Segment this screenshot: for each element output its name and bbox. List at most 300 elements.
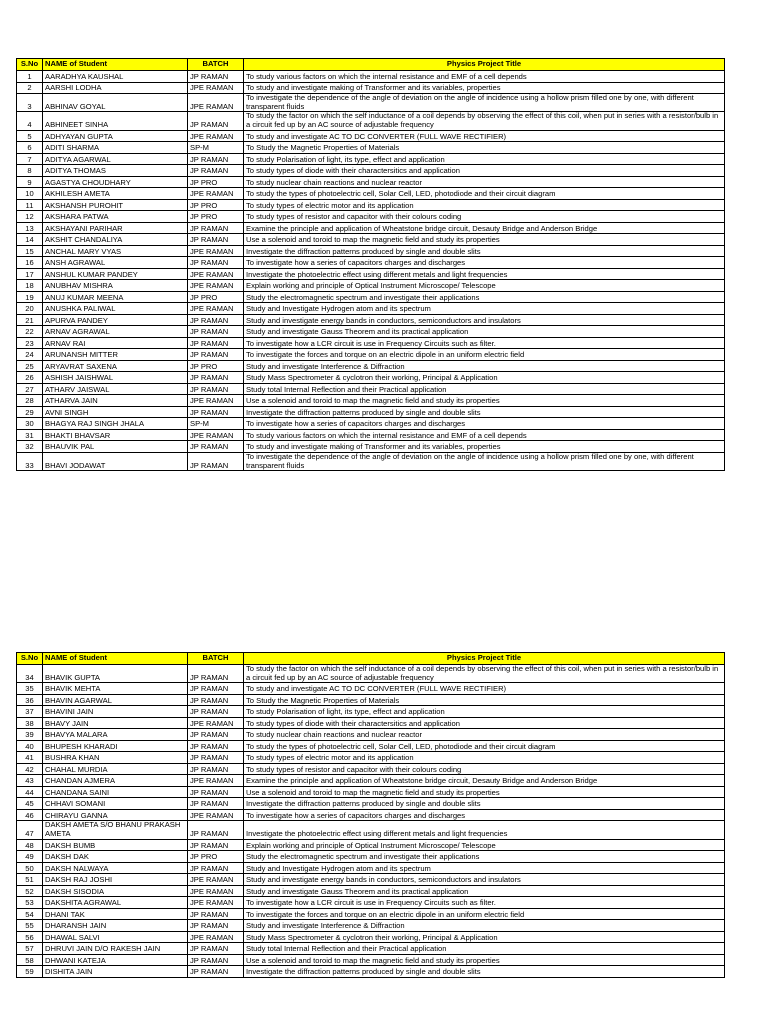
student-name-cell: ADITI SHARMA — [43, 142, 188, 154]
sno-cell: 54 — [17, 908, 43, 920]
sno-cell: 11 — [17, 199, 43, 211]
batch-cell: JP RAMAN — [188, 920, 244, 932]
table-row — [17, 821, 725, 839]
table-row — [17, 706, 725, 718]
sno-cell: 2 — [17, 82, 43, 94]
table-row — [17, 441, 725, 453]
project-title-cell: Investigate the diffraction patterns produced by single and double slits — [244, 798, 725, 810]
project-title-cell: To investigate the forces and torque on an electric dipole in an uniform electric field — [244, 908, 725, 920]
project-title-cell: To investigate how a LCR circuit is use in Frequency Circuits such as filter. — [244, 897, 725, 909]
student-name-cell: APURVA PANDEY — [43, 314, 188, 326]
batch-cell: JP RAMAN — [188, 908, 244, 920]
project-title-cell: Investigate the diffraction patterns produced by single and double slits — [244, 406, 725, 418]
sno-cell: 21 — [17, 314, 43, 326]
sno-cell: 31 — [17, 429, 43, 441]
table-row — [17, 851, 725, 863]
table-row — [17, 372, 725, 384]
table-row — [17, 188, 725, 200]
header-title: Physics Project Title — [244, 59, 725, 71]
table-row — [17, 897, 725, 909]
table-row — [17, 943, 725, 955]
header-sno: S.No — [17, 59, 43, 71]
student-name-cell: DAKSH AMETA S/O BHANU PRAKASH AMETA — [43, 821, 188, 839]
student-name-cell: AARADHYA KAUSHAL — [43, 71, 188, 83]
project-title-cell: Study and Investigate Hydrogen atom and its spectrum — [244, 862, 725, 874]
student-name-cell: ARYAVRAT SAXENA — [43, 360, 188, 372]
student-project-table-2 — [16, 652, 725, 978]
batch-cell: JP RAMAN — [188, 257, 244, 269]
student-name-cell: ANUBHAV MISHRA — [43, 280, 188, 292]
sno-cell: 17 — [17, 268, 43, 280]
student-name-cell: BHAVI JODAWAT — [43, 452, 188, 470]
student-name-cell: DAKSH BUMB — [43, 839, 188, 851]
sno-cell: 48 — [17, 839, 43, 851]
batch-cell: JP RAMAN — [188, 694, 244, 706]
sno-cell: 53 — [17, 897, 43, 909]
batch-cell: JPE RAMAN — [188, 395, 244, 407]
header-sno: S.No — [17, 653, 43, 665]
project-title-cell: To investigate how a series of capacitors charges and discharges — [244, 418, 725, 430]
batch-cell: JP RAMAN — [188, 326, 244, 338]
batch-cell: JPE RAMAN — [188, 303, 244, 315]
project-title-cell: To study nuclear chain reactions and nuclear reactor — [244, 176, 725, 188]
student-name-cell: CHANDAN AJMERA — [43, 775, 188, 787]
batch-cell: JPE RAMAN — [188, 268, 244, 280]
batch-cell: JP RAMAN — [188, 954, 244, 966]
project-title-cell: To study types of diode with their charactersitics and application — [244, 165, 725, 177]
table-row — [17, 314, 725, 326]
table-row — [17, 752, 725, 764]
table-row — [17, 683, 725, 695]
sno-cell: 41 — [17, 752, 43, 764]
batch-cell: JP RAMAN — [188, 372, 244, 384]
student-name-cell: AKSHIT CHANDALIYA — [43, 234, 188, 246]
student-name-cell: ATHARVA JAIN — [43, 395, 188, 407]
sno-cell: 14 — [17, 234, 43, 246]
table-row — [17, 383, 725, 395]
table-body — [17, 665, 725, 978]
table-row — [17, 153, 725, 165]
project-title-cell: Study and investigate energy bands in conductors, semiconductors and insulators — [244, 314, 725, 326]
student-name-cell: ANCHAL MARY VYAS — [43, 245, 188, 257]
batch-cell: JP RAMAN — [188, 314, 244, 326]
student-name-cell: BHAVY JAIN — [43, 717, 188, 729]
batch-cell: JP RAMAN — [188, 839, 244, 851]
project-title-cell: To study various factors on which the internal resistance and EMF of a cell depends — [244, 429, 725, 441]
student-name-cell: AVNI SINGH — [43, 406, 188, 418]
sno-cell: 40 — [17, 740, 43, 752]
project-title-cell: Study total Internal Reflection and their Practical application — [244, 943, 725, 955]
sno-cell: 49 — [17, 851, 43, 863]
batch-cell: JP RAMAN — [188, 740, 244, 752]
student-name-cell: DAKSHITA AGRAWAL — [43, 897, 188, 909]
project-title-cell: To study nuclear chain reactions and nuclear reactor — [244, 729, 725, 741]
table-row — [17, 326, 725, 338]
project-title-cell: Investigate the diffraction patterns produced by single and double slits — [244, 966, 725, 978]
batch-cell: JP RAMAN — [188, 222, 244, 234]
project-title-cell: Examine the principle and application of Wheatstone bridge circuit, Desauty Bridge and Anderson Bridge — [244, 775, 725, 787]
batch-cell: JP RAMAN — [188, 729, 244, 741]
table-row — [17, 954, 725, 966]
sno-cell: 42 — [17, 763, 43, 775]
project-title-cell: To study the factor on which the self inductance of a coil depends by observing the effect of this coil, when put in series with a resistor/bulb in a circuit fed up by an AC source of adjustable frequency — [244, 665, 725, 683]
batch-cell: JP PRO — [188, 211, 244, 223]
sno-cell: 9 — [17, 176, 43, 188]
table-row — [17, 665, 725, 683]
sno-cell: 4 — [17, 112, 43, 130]
project-title-cell: To study the factor on which the self inductance of a coil depends by observing the effect of this coil, when put in series with a resistor/bulb in a circuit fed up by an AC source of adjustable frequency — [244, 112, 725, 130]
table-row — [17, 257, 725, 269]
sno-cell: 39 — [17, 729, 43, 741]
project-title-cell: To Study the Magnetic Properties of Materials — [244, 142, 725, 154]
student-name-cell: ARUNANSH MITTER — [43, 349, 188, 361]
sno-cell: 6 — [17, 142, 43, 154]
batch-cell: JPE RAMAN — [188, 931, 244, 943]
sno-cell: 46 — [17, 809, 43, 821]
project-title-cell: Study and investigate Gauss Theorem and its practical application — [244, 885, 725, 897]
student-name-cell: DAKSH RAJ JOSHI — [43, 874, 188, 886]
batch-cell: JP RAMAN — [188, 441, 244, 453]
sno-cell: 45 — [17, 798, 43, 810]
table-row — [17, 395, 725, 407]
table-row — [17, 211, 725, 223]
student-name-cell: ANUSHKA PALIWAL — [43, 303, 188, 315]
header-title: Physics Project Title — [244, 653, 725, 665]
header-name: NAME of Student — [43, 653, 188, 665]
batch-cell: JP RAMAN — [188, 665, 244, 683]
table-row — [17, 775, 725, 787]
student-name-cell: BHAKTI BHAVSAR — [43, 429, 188, 441]
table-row — [17, 418, 725, 430]
project-title-cell: To investigate how a series of capacitors charges and discharges — [244, 257, 725, 269]
project-title-cell: To study types of diode with their charactersitics and application — [244, 717, 725, 729]
project-title-cell: Study Mass Spectrometer & cyclotron their working, Principal & Application — [244, 931, 725, 943]
sno-cell: 50 — [17, 862, 43, 874]
table-row — [17, 966, 725, 978]
table-row — [17, 452, 725, 470]
sno-cell: 13 — [17, 222, 43, 234]
project-title-cell: Study and Investigate Hydrogen atom and its spectrum — [244, 303, 725, 315]
table-row — [17, 885, 725, 897]
batch-cell: JPE RAMAN — [188, 874, 244, 886]
project-title-cell: To study Polarisation of light, its type, effect and application — [244, 153, 725, 165]
student-name-cell: ATHARV JAISWAL — [43, 383, 188, 395]
project-title-cell: To Study the Magnetic Properties of Materials — [244, 694, 725, 706]
project-title-cell: Use a solenoid and toroid to map the magnetic field and study its properties — [244, 234, 725, 246]
table-row — [17, 809, 725, 821]
student-name-cell: CHHAVI SOMANI — [43, 798, 188, 810]
sno-cell: 34 — [17, 665, 43, 683]
project-title-cell: To study Polarisation of light, its type, effect and application — [244, 706, 725, 718]
student-name-cell: ARNAV AGRAWAL — [43, 326, 188, 338]
student-name-cell: DHANI TAK — [43, 908, 188, 920]
table-row — [17, 280, 725, 292]
sno-cell: 58 — [17, 954, 43, 966]
table-row — [17, 245, 725, 257]
student-name-cell: DAKSH NALWAYA — [43, 862, 188, 874]
sno-cell: 19 — [17, 291, 43, 303]
table-row — [17, 839, 725, 851]
sno-cell: 7 — [17, 153, 43, 165]
student-name-cell: CHIRAYU GANNA — [43, 809, 188, 821]
sno-cell: 37 — [17, 706, 43, 718]
batch-cell: JP RAMAN — [188, 821, 244, 839]
batch-cell: JP RAMAN — [188, 112, 244, 130]
batch-cell: JP PRO — [188, 360, 244, 372]
batch-cell: JPE RAMAN — [188, 82, 244, 94]
project-title-cell: Study the electromagnetic spectrum and investigate their applications — [244, 851, 725, 863]
sno-cell: 35 — [17, 683, 43, 695]
sno-cell: 33 — [17, 452, 43, 470]
batch-cell: JP RAMAN — [188, 406, 244, 418]
project-title-cell: Study the electromagnetic spectrum and investigate their applications — [244, 291, 725, 303]
project-title-cell: Examine the principle and application of Wheatstone bridge circuit, Desauty Bridge and Anderson Bridge — [244, 222, 725, 234]
batch-cell: JP PRO — [188, 176, 244, 188]
student-name-cell: ANSH AGRAWAL — [43, 257, 188, 269]
sno-cell: 32 — [17, 441, 43, 453]
student-name-cell: ANUJ KUMAR MEENA — [43, 291, 188, 303]
header-batch: BATCH — [188, 653, 244, 665]
table-row — [17, 786, 725, 798]
batch-cell: JP RAMAN — [188, 943, 244, 955]
student-project-table-1 — [16, 58, 725, 471]
sno-cell: 20 — [17, 303, 43, 315]
student-name-cell: BHAGYA RAJ SINGH JHALA — [43, 418, 188, 430]
student-name-cell: DHAWAL SALVI — [43, 931, 188, 943]
project-title-cell: Study and investigate Gauss Theorem and its practical application — [244, 326, 725, 338]
table-row — [17, 94, 725, 112]
project-title-cell: Investigate the photoelectric effect using different metals and light frequencies — [244, 821, 725, 839]
table-row — [17, 112, 725, 130]
batch-cell: JP RAMAN — [188, 383, 244, 395]
table-row — [17, 71, 725, 83]
sno-cell: 27 — [17, 383, 43, 395]
project-title-cell: Use a solenoid and toroid to map the magnetic field and study its properties — [244, 786, 725, 798]
project-title-cell: Explain working and principle of Optical Instrument Microscope/ Telescope — [244, 839, 725, 851]
student-name-cell: DAKSH SISODIA — [43, 885, 188, 897]
student-name-cell: AKSHANSH PUROHIT — [43, 199, 188, 211]
project-title-cell: To investigate the forces and torque on an electric dipole in an uniform electric field — [244, 349, 725, 361]
sno-cell: 55 — [17, 920, 43, 932]
student-name-cell: CHAHAL MURDIA — [43, 763, 188, 775]
sno-cell: 28 — [17, 395, 43, 407]
batch-cell: JP PRO — [188, 199, 244, 211]
batch-cell: JP RAMAN — [188, 153, 244, 165]
sno-cell: 51 — [17, 874, 43, 886]
student-name-cell: ANSHUL KUMAR PANDEY — [43, 268, 188, 280]
batch-cell: JP PRO — [188, 851, 244, 863]
student-name-cell: DAKSH DAK — [43, 851, 188, 863]
batch-cell: JP RAMAN — [188, 234, 244, 246]
project-title-cell: To investigate how a LCR circuit is use in Frequency Circuits such as filter. — [244, 337, 725, 349]
batch-cell: JPE RAMAN — [188, 280, 244, 292]
table-row — [17, 798, 725, 810]
project-title-cell: To study types of electric motor and its application — [244, 752, 725, 764]
table-row — [17, 694, 725, 706]
table-row — [17, 199, 725, 211]
student-name-cell: BUSHRA KHAN — [43, 752, 188, 764]
project-title-cell: Study total Internal Reflection and their Practical application — [244, 383, 725, 395]
student-name-cell: ABHINEET SINHA — [43, 112, 188, 130]
project-title-cell: Study and investigate Interference & Diffraction — [244, 360, 725, 372]
student-name-cell: BHAVINI JAIN — [43, 706, 188, 718]
sno-cell: 12 — [17, 211, 43, 223]
batch-cell: JP RAMAN — [188, 165, 244, 177]
student-name-cell: ADHYAYAN GUPTA — [43, 130, 188, 142]
project-title-cell: To study types of resistor and capacitor with their colours coding — [244, 211, 725, 223]
sno-cell: 38 — [17, 717, 43, 729]
batch-cell: JPE RAMAN — [188, 94, 244, 112]
student-name-cell: AKHILESH AMETA — [43, 188, 188, 200]
sno-cell: 59 — [17, 966, 43, 978]
batch-cell: JP RAMAN — [188, 452, 244, 470]
student-name-cell: BHUPESH KHARADI — [43, 740, 188, 752]
student-name-cell: BHAVIK MEHTA — [43, 683, 188, 695]
batch-cell: JPE RAMAN — [188, 188, 244, 200]
sno-cell: 26 — [17, 372, 43, 384]
table-row — [17, 268, 725, 280]
student-name-cell: ABHINAV GOYAL — [43, 94, 188, 112]
sno-cell: 52 — [17, 885, 43, 897]
sno-cell: 23 — [17, 337, 43, 349]
header-name: NAME of Student — [43, 59, 188, 71]
batch-cell: JP RAMAN — [188, 862, 244, 874]
project-title-cell: To study types of electric motor and its application — [244, 199, 725, 211]
table-row — [17, 176, 725, 188]
table-row — [17, 862, 725, 874]
project-title-cell: Investigate the diffraction patterns produced by single and double slits — [244, 245, 725, 257]
table-row — [17, 920, 725, 932]
table-row — [17, 874, 725, 886]
project-title-cell: Study and investigate energy bands in conductors, semiconductors and insulators — [244, 874, 725, 886]
table-row — [17, 429, 725, 441]
sno-cell: 25 — [17, 360, 43, 372]
batch-cell: JPE RAMAN — [188, 245, 244, 257]
project-title-cell: To study the types of photoelectric cell, Solar Cell, LED, photodiode and their circuit diagram — [244, 740, 725, 752]
batch-cell: JP RAMAN — [188, 337, 244, 349]
student-name-cell: DHWANI KATEJA — [43, 954, 188, 966]
batch-cell: JPE RAMAN — [188, 130, 244, 142]
student-name-cell: CHANDANA SAINI — [43, 786, 188, 798]
project-title-cell: Investigate the photoelectric effect using different metals and light frequencies — [244, 268, 725, 280]
batch-cell: JPE RAMAN — [188, 429, 244, 441]
table-row — [17, 303, 725, 315]
sno-cell: 8 — [17, 165, 43, 177]
batch-cell: JPE RAMAN — [188, 775, 244, 787]
student-name-cell: AGASTYA CHOUDHARY — [43, 176, 188, 188]
student-name-cell: AKSHARA PATWA — [43, 211, 188, 223]
sno-cell: 29 — [17, 406, 43, 418]
student-name-cell: BHAUVIK PAL — [43, 441, 188, 453]
table-row — [17, 740, 725, 752]
sno-cell: 16 — [17, 257, 43, 269]
project-title-cell: To study the types of photoelectric cell, Solar Cell, LED, photodiode and their circuit diagram — [244, 188, 725, 200]
sno-cell: 56 — [17, 931, 43, 943]
project-title-cell: Use a solenoid and toroid to map the magnetic field and study its properties — [244, 954, 725, 966]
sno-cell: 15 — [17, 245, 43, 257]
table-row — [17, 291, 725, 303]
table-header-row — [17, 653, 725, 665]
sno-cell: 44 — [17, 786, 43, 798]
student-name-cell: AARSHI LODHA — [43, 82, 188, 94]
batch-cell: JP RAMAN — [188, 706, 244, 718]
project-title-cell: To study types of resistor and capacitor with their colours coding — [244, 763, 725, 775]
batch-cell: JP RAMAN — [188, 71, 244, 83]
project-title-cell: Study Mass Spectrometer & cyclotron their working, Principal & Application — [244, 372, 725, 384]
table-row — [17, 931, 725, 943]
table-row — [17, 763, 725, 775]
table-row — [17, 406, 725, 418]
table-row — [17, 360, 725, 372]
project-title-cell: To investigate the dependence of the angle of deviation on the angle of incidence using a hollow prism filled one by one, with different transparent fluids — [244, 94, 725, 112]
batch-cell: JP RAMAN — [188, 349, 244, 361]
table-row — [17, 908, 725, 920]
sno-cell: 5 — [17, 130, 43, 142]
batch-cell: SP-M — [188, 142, 244, 154]
batch-cell: SP-M — [188, 418, 244, 430]
sno-cell: 3 — [17, 94, 43, 112]
sno-cell: 36 — [17, 694, 43, 706]
student-name-cell: DHRUVI JAIN D/O RAKESH JAIN — [43, 943, 188, 955]
batch-cell: JPE RAMAN — [188, 809, 244, 821]
sno-cell: 57 — [17, 943, 43, 955]
project-title-cell: To investigate the dependence of the angle of deviation on the angle of incidence using a hollow prism filled one by one, with different transparent fluids — [244, 452, 725, 470]
table-row — [17, 717, 725, 729]
sno-cell: 24 — [17, 349, 43, 361]
student-name-cell: DISHITA JAIN — [43, 966, 188, 978]
batch-cell: JP PRO — [188, 291, 244, 303]
student-name-cell: ADITYA THOMAS — [43, 165, 188, 177]
project-title-cell: Explain working and principle of Optical Instrument Microscope/ Telescope — [244, 280, 725, 292]
batch-cell: JPE RAMAN — [188, 897, 244, 909]
project-title-cell: To study and investigate AC TO DC CONVERTER (FULL WAVE RECTIFIER) — [244, 683, 725, 695]
project-title-cell: Study and investigate Interference & Diffraction — [244, 920, 725, 932]
student-name-cell: ASHISH JAISHWAL — [43, 372, 188, 384]
header-batch: BATCH — [188, 59, 244, 71]
sno-cell: 1 — [17, 71, 43, 83]
sno-cell: 10 — [17, 188, 43, 200]
batch-cell: JP RAMAN — [188, 966, 244, 978]
student-name-cell: ADITYA AGARWAL — [43, 153, 188, 165]
student-name-cell: BHAVIN AGARWAL — [43, 694, 188, 706]
sno-cell: 18 — [17, 280, 43, 292]
batch-cell: JP RAMAN — [188, 683, 244, 695]
table-header-row — [17, 59, 725, 71]
batch-cell: JP RAMAN — [188, 786, 244, 798]
table-row — [17, 349, 725, 361]
sno-cell: 47 — [17, 821, 43, 839]
student-name-cell: AKSHAYANI PARIHAR — [43, 222, 188, 234]
project-title-cell: To study and investigate AC TO DC CONVERTER (FULL WAVE RECTIFIER) — [244, 130, 725, 142]
table-row — [17, 729, 725, 741]
batch-cell: JPE RAMAN — [188, 717, 244, 729]
project-title-cell: To investigate how a series of capacitors charges and discharges — [244, 809, 725, 821]
table-row — [17, 142, 725, 154]
batch-cell: JP RAMAN — [188, 752, 244, 764]
sno-cell: 30 — [17, 418, 43, 430]
sno-cell: 43 — [17, 775, 43, 787]
student-name-cell: BHAVYA MALARA — [43, 729, 188, 741]
table-row — [17, 130, 725, 142]
batch-cell: JPE RAMAN — [188, 885, 244, 897]
student-name-cell: BHAVIK GUPTA — [43, 665, 188, 683]
project-title-cell: To study and investigate making of Transformer and its variables, properties — [244, 82, 725, 94]
project-title-cell: Use a solenoid and toroid to map the magnetic field and study its properties — [244, 395, 725, 407]
project-title-cell: To study various factors on which the internal resistance and EMF of a cell depends — [244, 71, 725, 83]
table-row — [17, 337, 725, 349]
sno-cell: 22 — [17, 326, 43, 338]
student-name-cell: DHARANSH JAIN — [43, 920, 188, 932]
